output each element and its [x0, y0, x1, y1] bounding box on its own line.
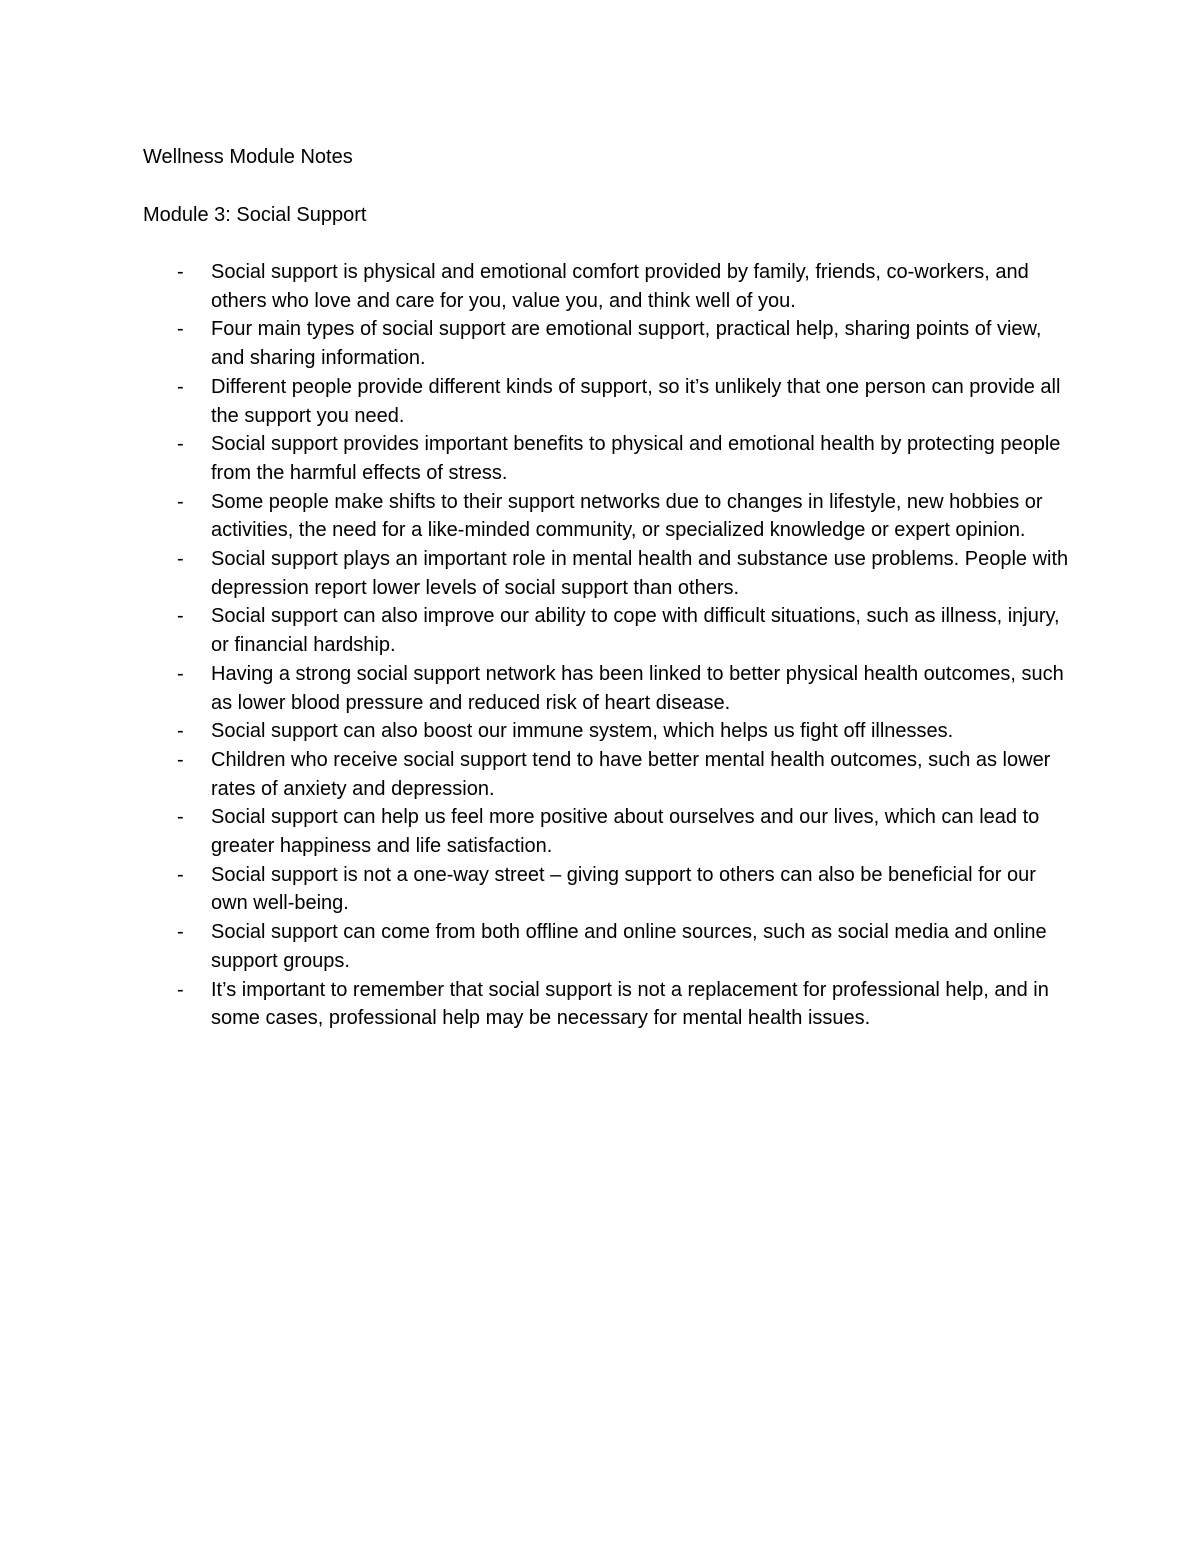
note-item	[143, 803, 1073, 860]
note-text: Social support is not a one-way street – giving support to others can also be beneficial for our own well-being.	[211, 863, 1036, 915]
note-text: Children who receive social support tend to have better mental health outcomes, such as lower rates of anxiety and depression.	[211, 748, 1051, 800]
bullet-dash: -	[177, 806, 184, 829]
note-text: Social support can also boost our immune system, which helps us fight off illnesses.	[211, 720, 954, 743]
note-item	[143, 918, 1073, 975]
note-item	[143, 976, 1073, 1033]
note-item	[143, 430, 1073, 487]
note-item	[143, 315, 1073, 372]
note-item	[143, 660, 1073, 717]
bullet-dash: -	[177, 318, 184, 341]
note-text: Social support can come from both offline and online sources, such as social media and online support groups.	[211, 921, 1047, 972]
bullet-dash: -	[177, 261, 184, 283]
note-item	[143, 258, 1073, 315]
bullet-dash: -	[177, 548, 184, 571]
note-text: Social support can help us feel more positive about ourselves and our lives, which can lead to greater happiness and life satisfaction.	[211, 806, 1040, 858]
bullet-dash: -	[177, 490, 184, 513]
note-item	[143, 373, 1073, 430]
note-text: Social support can also improve our ability to cope with difficult situations, such as illness, injury, or financial hardship.	[211, 605, 1060, 657]
notes-list	[143, 258, 1073, 1033]
note-text: Different people provide different kinds of support, so it’s unlikely that one person can provide all the support you need.	[211, 375, 1061, 427]
bullet-dash: -	[177, 720, 184, 743]
note-text: Four main types of social support are emotional support, practical help, sharing points of view, and sharing information.	[211, 318, 1042, 370]
note-text: It’s important to remember that social support is not a replacement for professional help, and in some cases, professional help may be necessary for mental health issues.	[211, 978, 1049, 1030]
note-text: Some people make shifts to their support networks due to changes in lifestyle, new hobbies or activities, the need for a like-minded community, or specialized knowledge or expert opinion.	[211, 490, 1043, 542]
bullet-dash: -	[177, 748, 184, 771]
note-text: Social support is physical and emotional comfort provided by family, friends, co-workers, and others who love and care for you, value you, and think well of you.	[211, 261, 1029, 312]
note-item	[143, 717, 1073, 746]
note-text: Social support plays an important role in mental health and substance use problems. People with depression report lower levels of social support than others.	[211, 548, 1069, 599]
document-title: Wellness Module Notes	[143, 146, 353, 168]
note-text: Social support provides important benefits to physical and emotional health by protecting people from the harmful effects of stress.	[211, 433, 1061, 484]
bullet-dash: -	[177, 375, 184, 398]
bullet-dash: -	[177, 921, 184, 944]
bullet-dash: -	[177, 863, 184, 886]
bullet-dash: -	[177, 433, 184, 456]
bullet-dash: -	[177, 978, 184, 1001]
note-item	[143, 861, 1073, 918]
bullet-dash: -	[177, 662, 184, 685]
note-item	[143, 746, 1073, 803]
note-item	[143, 602, 1073, 659]
note-item	[143, 545, 1073, 602]
note-item	[143, 488, 1073, 545]
bullet-dash: -	[177, 605, 184, 628]
note-text: Having a strong social support network has been linked to better physical health outcomes, such as lower blood pressure and reduced risk of heart disease.	[211, 662, 1064, 714]
module-heading: Module 3: Social Support	[143, 204, 367, 226]
